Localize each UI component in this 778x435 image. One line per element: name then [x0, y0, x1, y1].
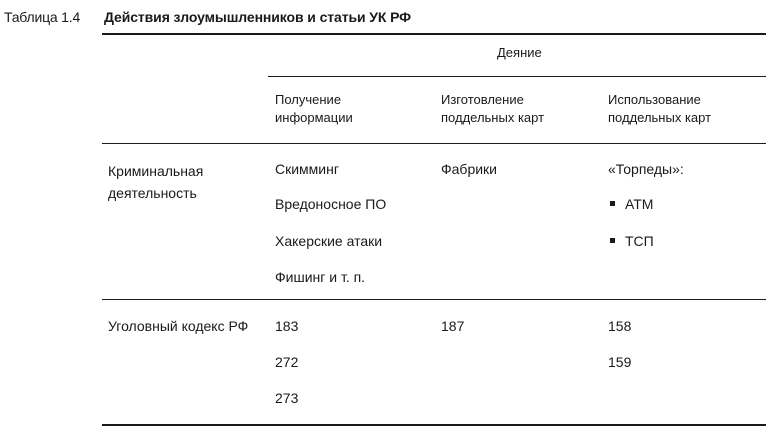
table-cell: Хакерские атаки — [275, 233, 383, 249]
bullet-icon — [610, 238, 615, 243]
column-header-2-line2: поддельных карт — [441, 110, 545, 125]
bullet-text: ТСП — [625, 233, 654, 249]
row-separator-rule — [102, 299, 766, 300]
top-rule — [102, 33, 766, 35]
bottom-rule — [102, 424, 766, 426]
table-cell: 183 — [275, 318, 299, 334]
column-header-1-line2: информации — [275, 110, 353, 125]
table-cell: Фабрики — [441, 161, 497, 177]
table-cell: 273 — [275, 390, 299, 406]
table-cell: Фишинг и т. п. — [275, 269, 366, 285]
table-cell: 158 — [608, 318, 632, 334]
bullet-text: АТМ — [625, 196, 654, 212]
group-header-rule — [268, 76, 766, 77]
column-header-3-line1: Использование — [608, 92, 701, 107]
table-cell: 272 — [275, 354, 299, 370]
table-cell: Скимминг — [275, 161, 339, 177]
row-label-line1: Криминальная — [108, 163, 204, 179]
row-label-line2: деятельность — [108, 185, 197, 201]
row-label-criminal-activity — [108, 160, 203, 204]
column-header-2-line1: Изготовление — [441, 92, 524, 107]
row-label-criminal-code: Уголовный кодекс РФ — [108, 318, 249, 334]
bullet-item — [610, 232, 654, 250]
header-bottom-rule — [102, 143, 766, 144]
table-number: Таблица 1.4 — [4, 9, 81, 25]
bullet-item — [610, 195, 653, 213]
group-header: Деяние — [497, 45, 542, 60]
table-cell: 159 — [608, 354, 632, 370]
table-cell: Вредоносное ПО — [275, 196, 387, 212]
table-title: Действия злоумышленников и статьи УК РФ — [104, 9, 411, 25]
column-header-3-line2: поддельных карт — [608, 110, 712, 125]
column-header-3 — [608, 91, 711, 127]
column-header-1 — [275, 91, 353, 127]
column-header-2 — [441, 91, 544, 127]
table-cell: 187 — [441, 318, 465, 334]
bullet-icon — [610, 201, 615, 206]
column-header-1-line1: Получение — [275, 92, 342, 107]
table-cell: «Торпеды»: — [608, 161, 684, 177]
